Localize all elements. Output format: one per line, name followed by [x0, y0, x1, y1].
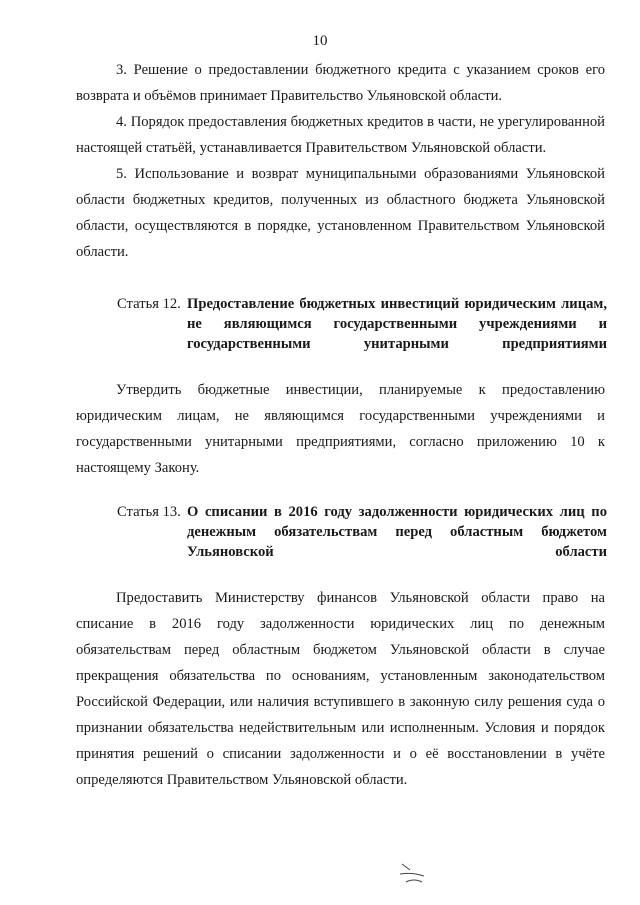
article-13-number: Статья 13. [117, 504, 181, 520]
article-12-body: Утвердить бюджетные инвестиции, планируемые к предоставлению юридическим лицам, не являющимся государственными учреждениями и государственными унитарными предприятиями, согласно приложению 10 к настоящему Закону. [76, 382, 605, 476]
paragraph-5: 5. Использование и возврат муниципальными образованиями Ульяновской области бюджетных кредитов, полученных из областного бюджета Ульяновской области, осуществляются в порядке, установленном Правительством Ульяновской области. [76, 166, 605, 260]
article-12-number: Статья 12. [117, 296, 181, 312]
paragraph-4: 4. Порядок предоставления бюджетных кредитов в части, не урегулированной настоящей статьёй, устанавливается Правительством Ульяновской области. [76, 114, 605, 156]
margin-mark-icon [398, 860, 428, 886]
article-13-title: О списании в 2016 году задолженности юридических лиц по денежным обязательствам перед областным бюджетом Ульяновской области [187, 504, 607, 560]
article-12-title: Предоставление бюджетных инвестиций юридическим лицам, не являющимся государственными учреждениями и государственными унитарными предприятиями [187, 296, 607, 352]
page-number: 10 [312, 33, 328, 49]
paragraph-3: 3. Решение о предоставлении бюджетного кредита с указанием сроков его возврата и объёмов принимает Правительство Ульяновской области. [76, 62, 605, 104]
article-13-body: Предоставить Министерству финансов Ульяновской области право на списание в 2016 году задолженности юридических лиц по денежным обязательствам перед областным бюджетом Ульяновской области в случае прекращения обязательства по основаниям, установленным законодательством Российской Федерации, или наличия вступившего в законную силу решения суда о признании обязательства недействительным или исполненным. Условия и порядок принятия решений о списании задолженности и о её восстановлении в учёте определяются Правительством Ульяновской области. [76, 590, 605, 788]
article-12-heading [117, 294, 607, 374]
article-13-heading [117, 502, 607, 582]
